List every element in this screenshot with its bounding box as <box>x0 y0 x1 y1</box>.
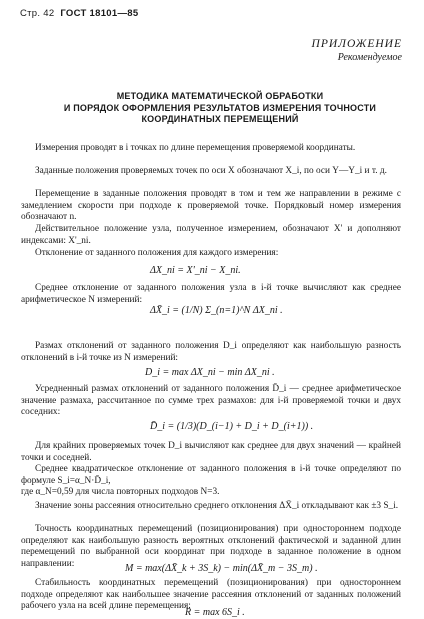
title-line-2: И ПОРЯДОК ОФОРМЛЕНИЯ РЕЗУЛЬТАТОВ ИЗМЕРЕНИЯ ТОЧНОСТИ <box>63 102 377 113</box>
running-header <box>20 8 138 19</box>
paragraph-4: Действительное положение узла, полученное измерением, обозначают X' и дополняют индексами: X'_ni. <box>21 224 401 246</box>
paragraph-1: Измерения проводят в i точках по длине перемещения проверяемой координаты. <box>35 143 356 153</box>
paragraph-11: где α_N=0,59 для числа повторных подходов N=3. <box>21 487 220 497</box>
appendix-label <box>312 38 402 64</box>
paragraph-9: Для крайних проверяемых точек D_i вычисляют как среднее для двух значений — крайней точки и соседней. <box>21 441 401 463</box>
formula-accuracy: M = max(ΔX̄_k + 3S_k) − min(ΔX̄_m − 3S_m) . <box>125 563 318 574</box>
formula-range: D_i = max ΔX_ni − min ΔX_ni . <box>145 367 275 378</box>
appendix-subtitle: Рекомендуемое <box>337 52 402 63</box>
page-number: Стр. 42 <box>20 8 55 19</box>
formula-mean: ΔX̄_i = (1/N) Σ_(n=1)^N ΔX_ni . <box>150 305 283 316</box>
paragraph-13: Точность координатных перемещений (позиционирования) при одностороннем подходе определяют как наибольшую разность вероятных отклонений фактической и заданной длин перемещений по выбранной оси координат при подходе в заданное положение в одном направлении: <box>21 524 401 569</box>
paragraph-5: Отклонение от заданного положения для каждого измерения: <box>35 248 279 258</box>
paragraph-6: Среднее отклонение от заданного положения узла в i-й точке вычисляют как среднее арифметическое N измерений: <box>21 283 401 305</box>
paragraph-2: Заданные положения проверяемых точек по оси X обозначают X_i, по оси Y—Y_i и т. д. <box>35 166 387 176</box>
paragraph-10: Среднее квадратическое отклонение от заданного положения в i-й точке определяют по формуле S_i=α_N·D̄_i, <box>21 464 401 486</box>
paragraph-12: Значение зоны рассеяния относительно среднего отклонения ΔX̄_i откладывают как ±3 S_i. <box>35 501 399 511</box>
formula-average-range: D̄_i = (1/3)(D_(i−1) + D_i + D_(i+1)) . <box>150 421 314 432</box>
formula-stability: R = max 6S_i . <box>185 607 245 618</box>
paragraph-14: Стабильность координатных перемещений (позиционирования) при одностороннем подходе определяют как наибольшее значение рассеяния отклонений от заданных положений рабочего узла на всей длине перемещения: <box>21 578 401 612</box>
paragraph-3: Перемещение в заданные положения проводят в том и тем же направлении в режиме с замедлением скорости при подходе к проверяемой точке. Порядковый номер измерения обозначают n. <box>21 189 401 223</box>
title-line-1: МЕТОДИКА МАТЕМАТИЧЕСКОЙ ОБРАБОТКИ <box>116 91 324 101</box>
formula-deviation: ΔX_ni = X'_ni − X_ni. <box>150 265 241 276</box>
paragraph-8: Усредненный размах отклонений от заданного положения D̄_i — среднее арифметическое значение размаха, рассчитанное по сумме трех размахов: для i-й проверяемой точки и двух соседних: <box>21 384 401 418</box>
section-title <box>60 91 380 126</box>
paragraph-7: Размах отклонений от заданного положения D_i определяют как наибольшую разность отклонений в i-й точке из N измерений: <box>21 341 401 363</box>
appendix-title: ПРИЛОЖЕНИЕ <box>311 38 402 50</box>
standard-code: ГОСТ 18101—85 <box>60 8 139 19</box>
title-line-3: КООРДИНАТНЫХ ПЕРЕМЕЩЕНИЙ <box>141 114 299 124</box>
